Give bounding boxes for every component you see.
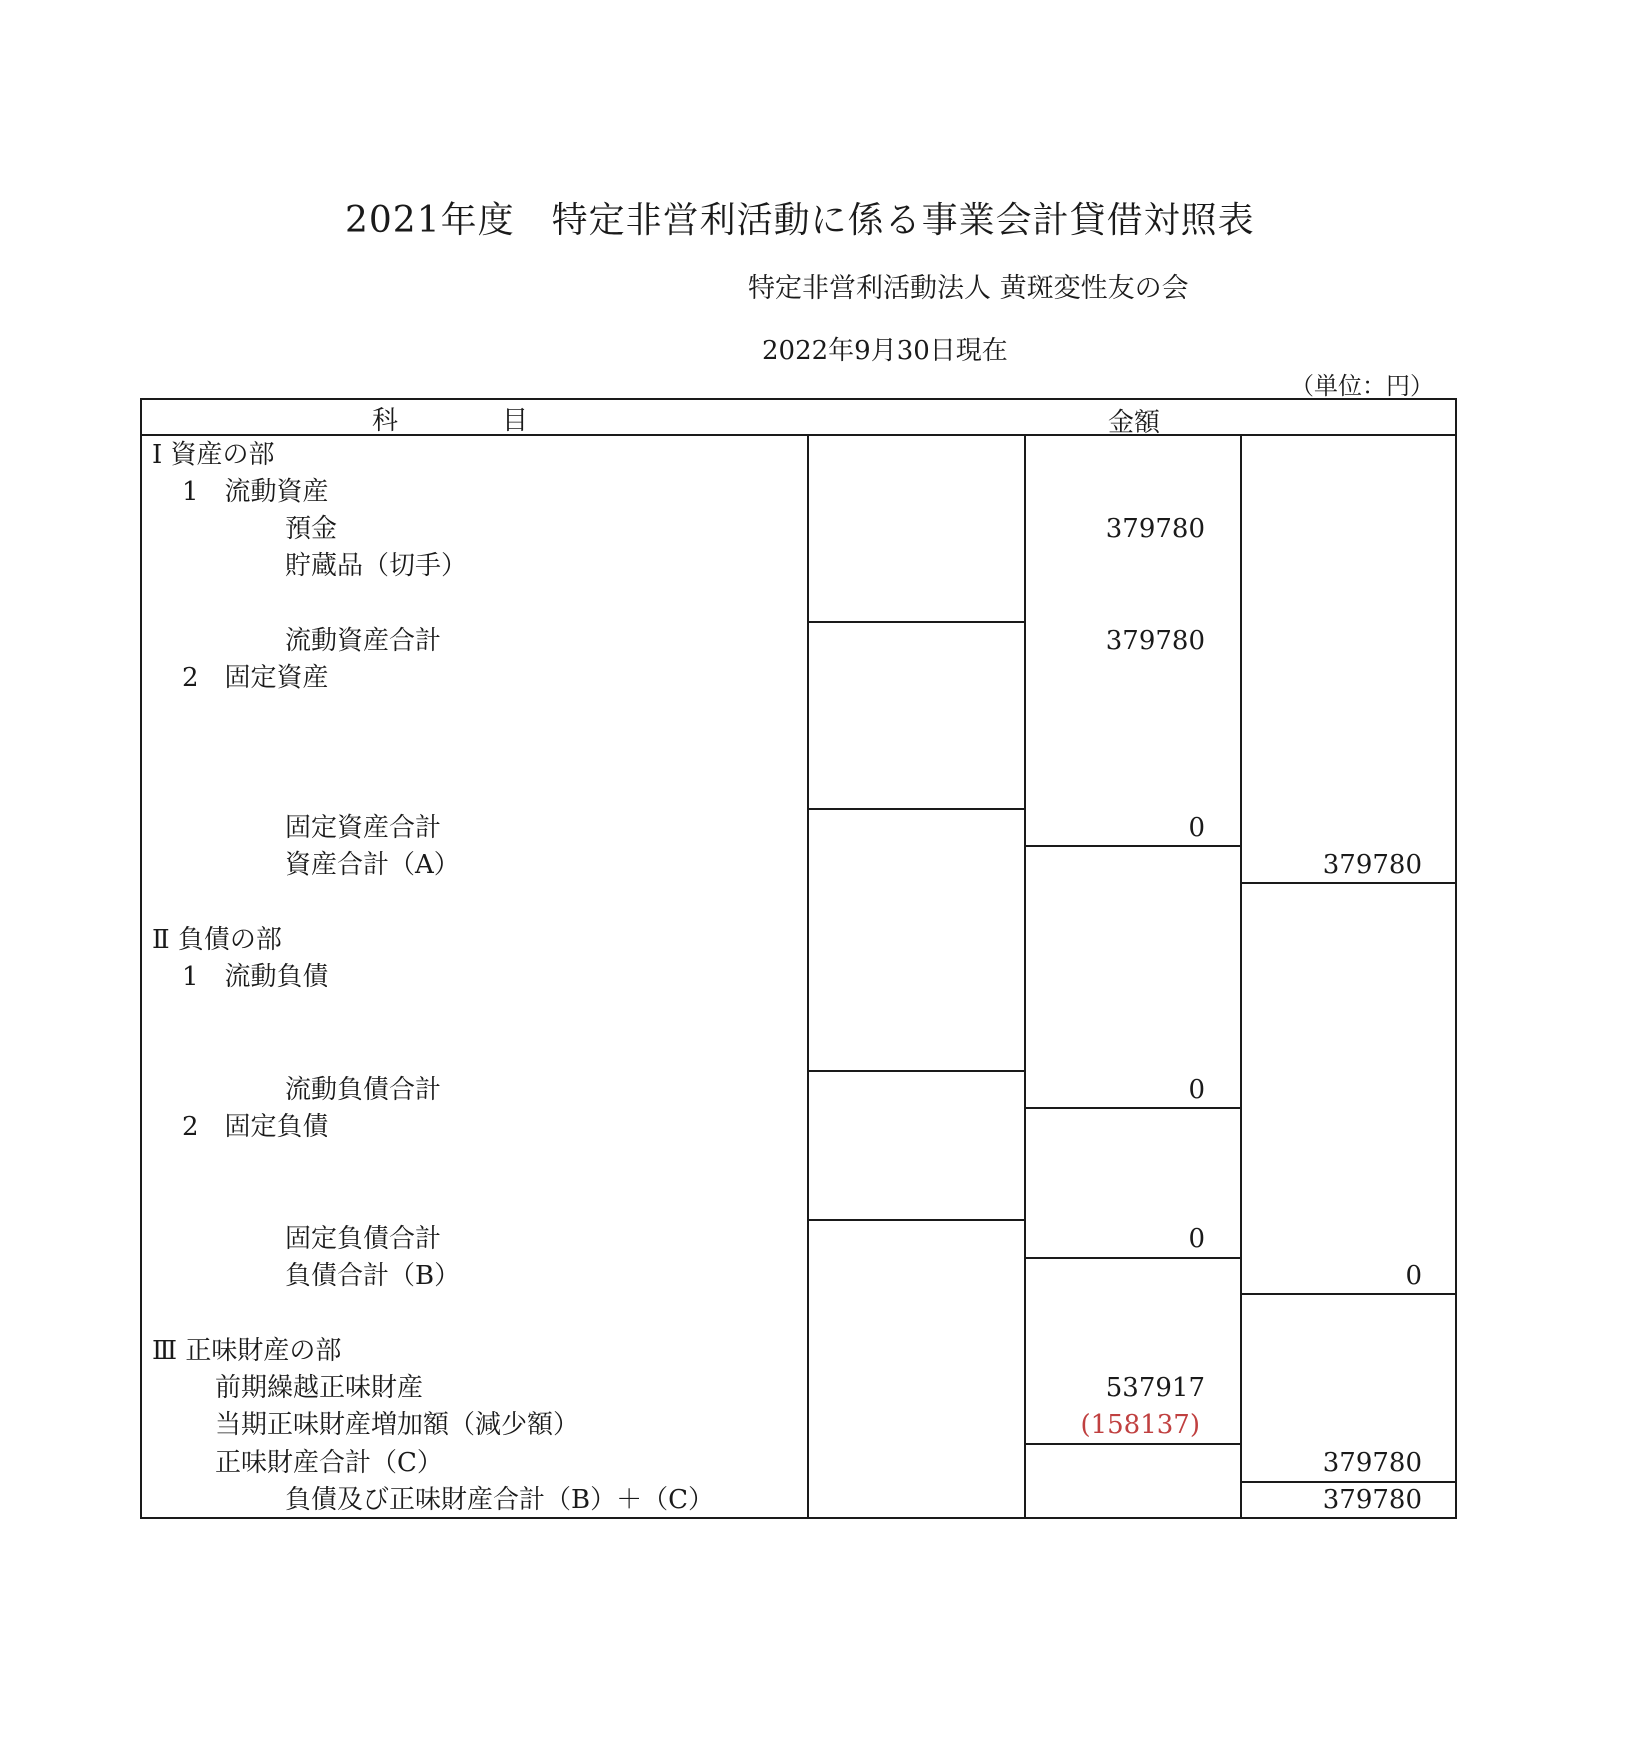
net-assets-change-amount: (158137) <box>1080 1410 1200 1440</box>
net-assets-section-label: Ⅲ 正味財産の部 <box>152 1336 342 1366</box>
liabilities-and-net-total-amount: 379780 <box>1322 1485 1422 1515</box>
as-of-date: 2022年9月30日現在 <box>762 336 1008 366</box>
col1-break <box>807 1219 1025 1221</box>
current-liabilities-label: 1 流動負債 <box>182 962 329 992</box>
deposits-label: 預金 <box>285 514 338 544</box>
current-liabilities-total-label: 流動負債合計 <box>285 1075 442 1105</box>
current-assets-total-amount: 379780 <box>1105 626 1205 656</box>
current-liabilities-total-amount: 0 <box>1188 1075 1205 1105</box>
deposits-amount: 379780 <box>1105 514 1205 544</box>
liabilities-section-label: Ⅱ 負債の部 <box>152 925 282 955</box>
amount-column-header: 金額 <box>1108 408 1161 438</box>
document-title: 2021年度 特定非営利活動に係る事業会計貸借対照表 <box>345 200 1255 241</box>
col2-break <box>1024 1443 1242 1445</box>
fixed-liabilities-total-amount: 0 <box>1188 1224 1205 1254</box>
assets-total-label: 資産合計（A） <box>285 850 460 880</box>
fixed-assets-total-label: 固定資産合計 <box>285 813 442 843</box>
assets-total-amount: 379780 <box>1322 850 1422 880</box>
col2-break <box>1024 1257 1242 1259</box>
net-assets-total-label: 正味財産合計（C） <box>215 1448 443 1478</box>
organization-name: 特定非営利活動法人 黄斑変性友の会 <box>748 273 1189 304</box>
column-divider-1 <box>807 434 809 1519</box>
liabilities-total-amount: 0 <box>1405 1261 1422 1291</box>
assets-section-label: Ⅰ 資産の部 <box>152 440 275 470</box>
prior-net-assets-amount: 537917 <box>1105 1373 1205 1403</box>
current-assets-total-label: 流動資産合計 <box>285 626 442 656</box>
liabilities-and-net-total-label: 負債及び正味財産合計（B）＋（C） <box>285 1485 715 1515</box>
fixed-assets-total-amount: 0 <box>1188 813 1205 843</box>
unit-label: （単位：円） <box>1290 372 1434 400</box>
column-divider-3 <box>1240 434 1242 1519</box>
prior-net-assets-label: 前期繰越正味財産 <box>215 1373 424 1403</box>
balance-sheet-table <box>140 398 1457 1519</box>
stamps-label: 貯蔵品（切手） <box>285 551 468 581</box>
net-assets-total-amount: 379780 <box>1322 1448 1422 1478</box>
fixed-liabilities-total-label: 固定負債合計 <box>285 1224 442 1254</box>
net-assets-change-label: 当期正味財産増加額（減少額） <box>215 1410 580 1440</box>
liabilities-total-label: 負債合計（B） <box>285 1261 461 1291</box>
fixed-liabilities-label: 2 固定負債 <box>182 1112 329 1142</box>
col1-break <box>807 621 1025 623</box>
subject-column-header: 科 目 <box>372 406 529 436</box>
col1-break <box>807 1070 1025 1072</box>
header-divider <box>142 434 1455 436</box>
col1-break <box>807 808 1025 810</box>
fixed-assets-label: 2 固定資産 <box>182 663 329 693</box>
column-divider-2 <box>1024 434 1026 1519</box>
current-assets-label: 1 流動資産 <box>182 477 329 507</box>
